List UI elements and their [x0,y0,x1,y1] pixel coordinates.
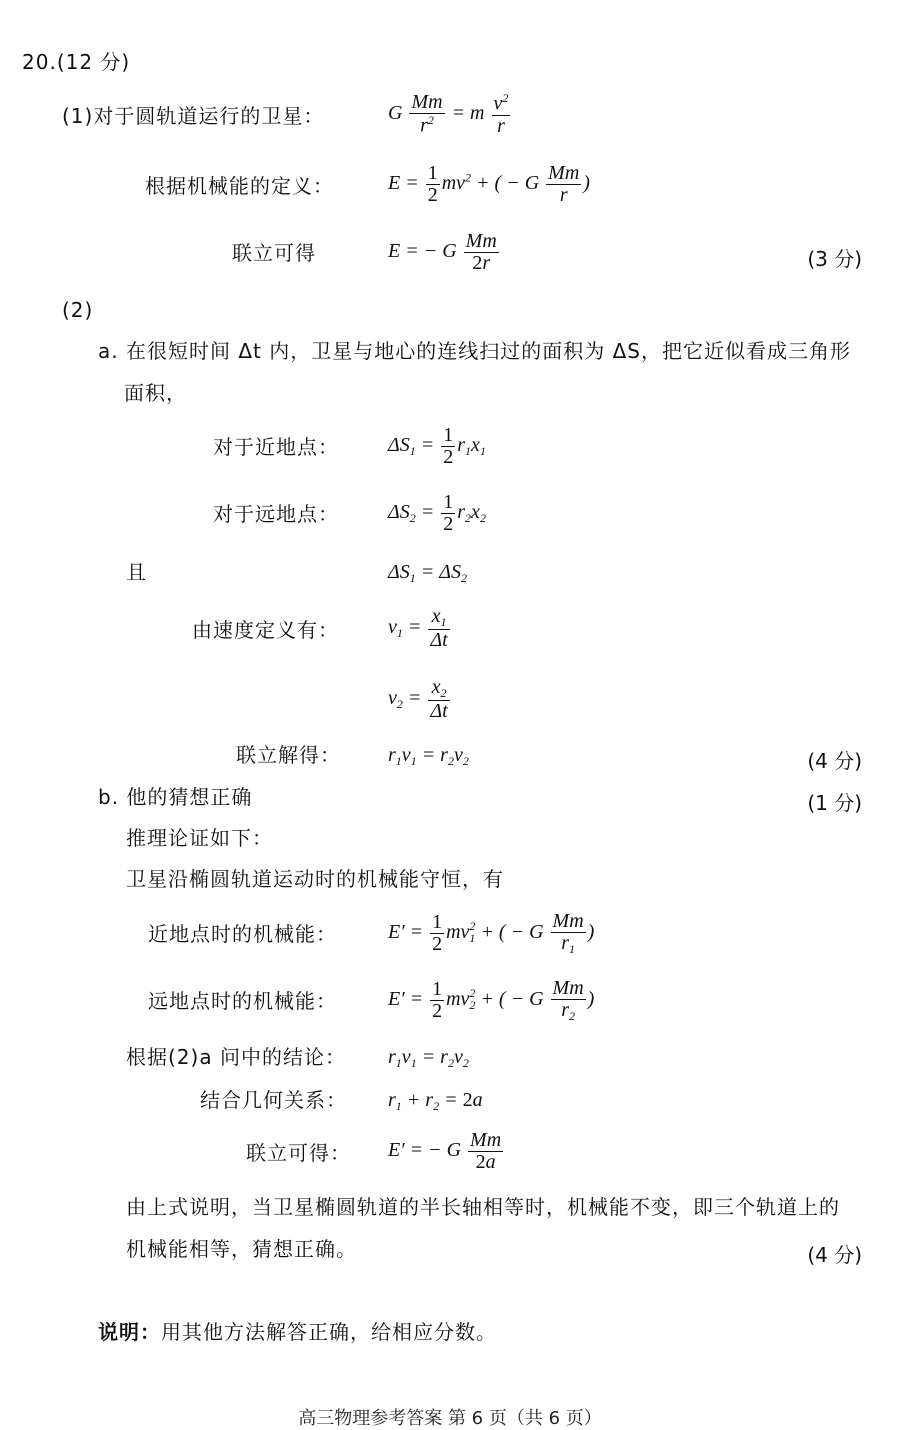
eq-energy-far: E′ = $\frac{1}{2}$ $mv_2^2$ + ( − G $\frac{Mm}{r_2}$ ) [388,977,595,1023]
by-conclusion-label: 根据(2)a 问中的结论： [126,1045,346,1069]
far-energy-label: 远地点时的机械能： [148,989,337,1013]
reasoning-label: 推理论证如下： [126,826,273,850]
solve-label: 联立解得： [236,743,341,767]
near-point-label: 对于近地点： [213,435,339,459]
question-number: 20.(12 分) [22,50,131,74]
note-text: 用其他方法解答正确，给相应分数。 [161,1320,497,1344]
eq-mech-energy: E = $\frac{1}{2}$ $mv^2$ + ( − G $\frac{Mm}{r}$ ) [388,162,590,206]
eq-area-near: $\Delta S_1$ = $\frac{1}{2}$ $r_1x_1$ [388,424,486,468]
eq-v2: $v_2$ = $\frac{x_2}{\Delta t}$ [388,676,448,722]
score-3: (3 分) [807,247,862,271]
eq-energy-near: E′ = $\frac{1}{2}$ $mv_1^2$ + ( − G $\frac{Mm}{r_1}$ ) [388,910,595,956]
part2a-text-line1: a. 在很短时间 Δt 内，卫星与地心的连线扫过的面积为 ΔS，把它近似看成三角形 [98,339,851,363]
note-label: 说明： [98,1320,161,1344]
near-energy-label: 近地点时的机械能： [148,922,337,946]
part2-label: (2) [62,298,94,322]
and-label: 且 [126,560,147,584]
mech-energy-label: 根据机械能的定义： [145,174,334,198]
eq-v1: $v_1$ = $\frac{x_1}{\Delta t}$ [388,605,448,651]
combine-label-2: 联立可得： [246,1141,351,1165]
eq-area-equal: $\Delta S_1 = \Delta S_2$ [388,561,467,585]
conservation-text: 卫星沿椭圆轨道运动时的机械能守恒，有 [126,867,504,891]
final-text-line1: 由上式说明，当卫星椭圆轨道的半长轴相等时，机械能不变，即三个轨道上的 [126,1195,840,1219]
far-point-label: 对于远地点： [213,502,339,526]
score-4a: (4 分) [807,749,862,773]
score-1: (1 分) [807,791,862,815]
velocity-def-label: 由速度定义有： [192,618,339,642]
geometry-label: 结合几何关系： [200,1088,347,1112]
final-text-line2: 机械能相等，猜想正确。 [126,1237,357,1261]
combine-label-1: 联立可得 [232,241,316,265]
eq-energy-result-2: E′ = − G $\frac{Mm}{2a}$ [388,1129,502,1173]
part1-label: (1)对于圆轨道运行的卫星： [62,104,325,128]
part2a-text-line2: 面积， [124,381,187,405]
eq-kepler2: $r_1v_1 = r_2v_2$ [388,744,469,768]
eq-energy-result-1: E = − G $\frac{Mm}{2r}$ [388,230,497,274]
eq-geometry: $r_1 + r_2 = 2a$ [388,1089,483,1113]
eq-area-far: $\Delta S_2$ = $\frac{1}{2}$ $r_2x_2$ [388,491,486,535]
note [98,1322,497,1342]
page-footer: 高三物理参考答案 第 6 页（共 6 页） [298,1408,602,1429]
part2b-text: b. 他的猜想正确 [98,785,253,809]
eq-kepler2-repeat: $r_1v_1 = r_2v_2$ [388,1046,469,1070]
eq-circular-orbit: G $\frac{Mm}{r^2}$ = m $\frac{v^2}{r}$ [388,91,509,137]
score-4-final: (4 分) [807,1243,862,1267]
